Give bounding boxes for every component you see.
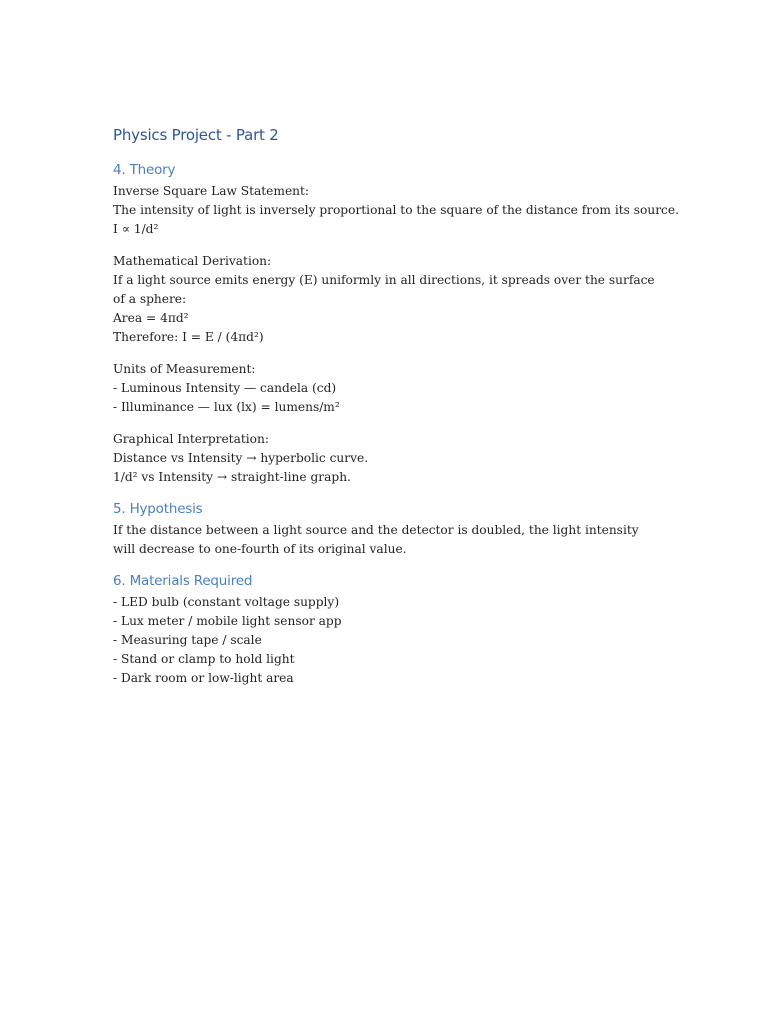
derivation-area-formula: Area = 4πd² [113,311,189,325]
graphical-label: Graphical Interpretation: [113,432,269,446]
list-item: - LED bulb (constant voltage supply) [113,595,340,609]
list-item: - Lux meter / mobile light sensor app [113,614,342,628]
hypothesis-section [113,499,658,559]
units-item: - Luminous Intensity — candela (cd) [113,381,337,395]
graphical-item: 1/d² vs Intensity → straight-line graph. [113,470,351,484]
mathematical-derivation [113,252,658,347]
graphical-interpretation [113,430,658,487]
graphical-item: Distance vs Intensity → hyperbolic curve. [113,451,369,465]
statement-text: The intensity of light is inversely proportional to the square of the distance from its source. [113,203,679,217]
units-of-measurement [113,360,658,417]
hypothesis-paragraph: If the distance between a light source and the detector is doubled, the light intensity will decrease to one-fourth of its original value. [113,523,639,556]
derivation-text: If a light source emits energy (E) uniformly in all directions, it spreads over the surface of a sphere: [113,273,655,306]
document-body [113,124,679,688]
statement-label: Inverse Square Law Statement: [113,184,310,198]
inverse-square-law-statement [113,182,679,239]
list-item: - Measuring tape / scale [113,633,262,647]
statement-formula: I ∝ 1/d² [113,222,159,236]
document-title: Physics Project - Part 2 [113,126,279,144]
hypothesis-text [113,521,658,559]
materials-heading: 6. Materials Required [113,573,253,589]
theory-heading: 4. Theory [113,162,176,178]
materials-list [113,593,658,688]
units-label: Units of Measurement: [113,362,256,376]
derivation-therefore-formula: Therefore: I = E / (4πd²) [113,330,264,344]
theory-section [113,160,679,487]
derivation-label: Mathematical Derivation: [113,254,272,268]
list-item: - Stand or clamp to hold light [113,652,295,666]
units-item: - Illuminance — lux (lx) = lumens/m² [113,400,340,414]
hypothesis-heading: 5. Hypothesis [113,501,203,517]
list-item: - Dark room or low-light area [113,671,294,685]
materials-section [113,571,658,688]
